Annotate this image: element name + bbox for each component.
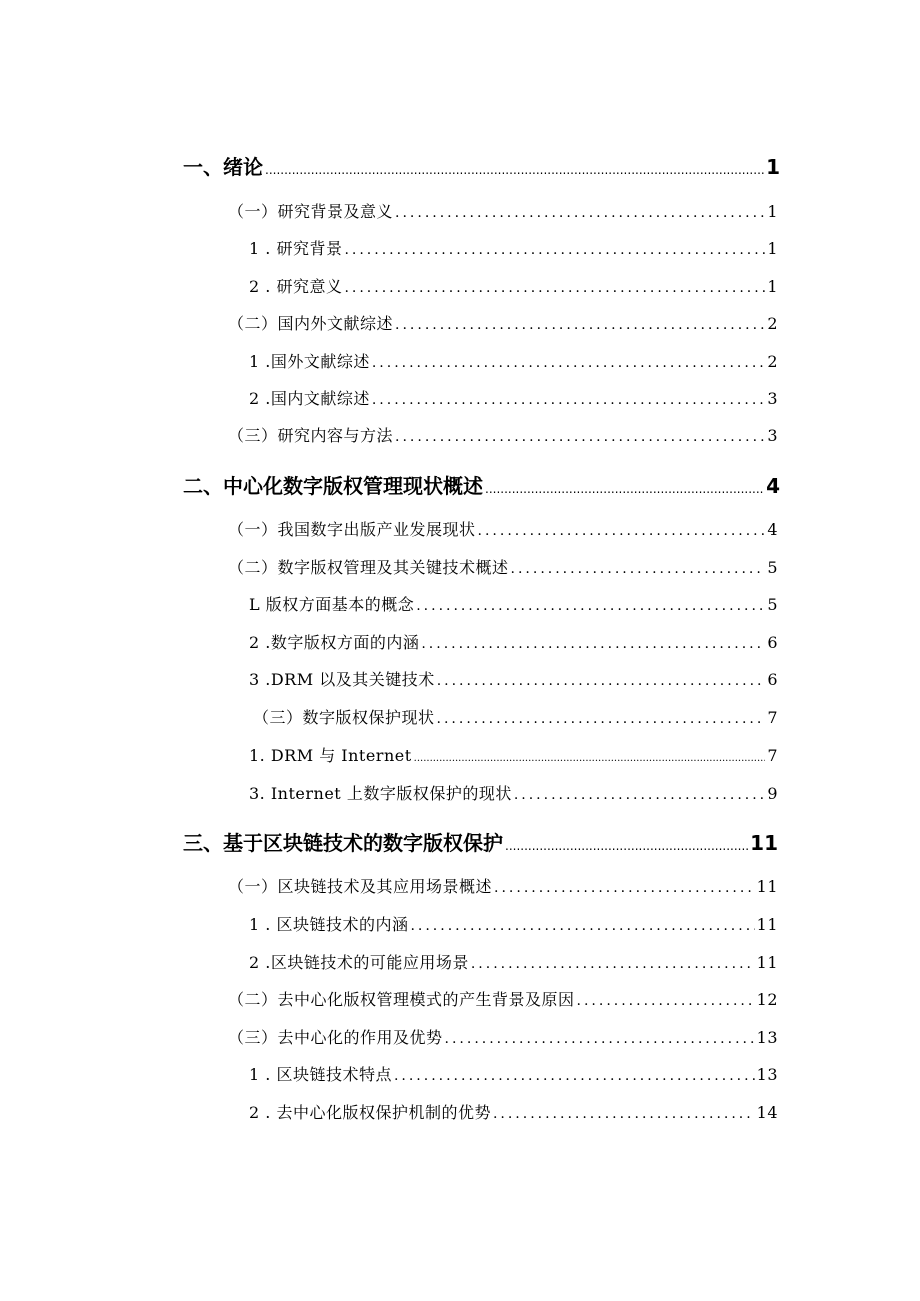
toc-entry-label: 3. Internet 上数字版权保护的现状: [249, 784, 512, 803]
toc-entry-page: 11: [756, 915, 778, 934]
dot-leader: [265, 164, 764, 176]
toc-entry[interactable]: [249, 635, 778, 651]
dot-leader: [414, 754, 766, 764]
dot-leader: [421, 637, 765, 651]
toc-entry-page: 6: [767, 670, 778, 689]
toc-entry[interactable]: [249, 1067, 778, 1083]
toc-entry-label: （二）数字版权管理及其关键技术概述: [228, 558, 509, 577]
toc-entry[interactable]: [228, 560, 778, 576]
toc-entry-page: 11: [756, 953, 778, 972]
toc-entry-page: 1: [767, 277, 778, 296]
dot-leader: [410, 919, 754, 933]
toc-entry-page: 2: [767, 352, 778, 371]
toc-entry-label: 2 . 研究意义: [249, 277, 343, 296]
dot-leader: [485, 483, 764, 495]
toc-entry-page: 1: [766, 155, 780, 179]
toc-entry[interactable]: [249, 672, 778, 688]
toc-entry[interactable]: [249, 955, 778, 971]
dot-leader: [395, 206, 765, 220]
toc-entry[interactable]: [249, 279, 778, 295]
toc-entry-label: 1 . 区块链技术的内涵: [249, 915, 409, 934]
dot-leader: [478, 524, 766, 538]
toc-entry-label: 2 .数字版权方面的内涵: [249, 633, 420, 652]
toc-entry[interactable]: [249, 917, 778, 933]
toc-entry[interactable]: [249, 748, 778, 764]
toc-entry-label: （三）研究内容与方法: [228, 426, 394, 445]
toc-entry-label: 1 . 研究背景: [249, 239, 343, 258]
toc-entry-label: 三、基于区块链技术的数字版权保护: [183, 831, 503, 855]
toc-entry-page: 9: [767, 784, 778, 803]
dot-leader: [344, 281, 765, 295]
toc-entry[interactable]: [228, 428, 778, 444]
toc-entry[interactable]: [249, 354, 778, 370]
toc-entry-label: 1. DRM 与 Internet: [249, 746, 412, 765]
toc-entry-page: 4: [767, 520, 778, 539]
toc-entry-label: 2 .区块链技术的可能应用场景: [249, 953, 469, 972]
toc-entry-label: （一）区块链技术及其应用场景概述: [228, 877, 493, 896]
toc-entry-page: 7: [767, 746, 778, 765]
toc-entry[interactable]: [249, 241, 778, 257]
toc-entry-page: 6: [767, 633, 778, 652]
toc-entry-label: （三）数字版权保护现状: [253, 708, 435, 727]
dot-leader: [511, 562, 766, 576]
dot-leader: [493, 1107, 755, 1121]
toc-entry-page: 11: [756, 877, 778, 896]
toc-entry-page: 1: [767, 239, 778, 258]
toc-entry-page: 13: [756, 1028, 778, 1047]
toc-entry-page: 5: [767, 558, 778, 577]
toc-entry-page: 12: [756, 990, 778, 1009]
toc-entry-page: 1: [767, 202, 778, 221]
toc-entry-label: 2 . 去中心化版权保护机制的优势: [249, 1103, 491, 1122]
toc-entry-label: （一）研究背景及意义: [228, 202, 394, 221]
toc-entry[interactable]: [253, 710, 778, 726]
toc-entry-label: 1 . 区块链技术特点: [249, 1065, 392, 1084]
toc-entry-page: 14: [756, 1103, 778, 1122]
toc-entry-label: 一、绪论: [183, 155, 263, 179]
toc-entry-label: 二、中心化数字版权管理现状概述: [183, 474, 483, 498]
dot-leader: [514, 788, 765, 802]
dot-leader: [494, 881, 755, 895]
toc-entry[interactable]: [249, 786, 778, 802]
toc-entry-page: 7: [767, 708, 778, 727]
toc-entry[interactable]: [228, 204, 778, 220]
toc-entry-label: 2 .国内文献综述: [249, 389, 370, 408]
dot-leader: [437, 712, 766, 726]
toc-entry-label: （一）我国数字出版产业发展现状: [228, 520, 476, 539]
toc-entry[interactable]: [249, 391, 778, 407]
dot-leader: [445, 1032, 755, 1046]
toc-entry[interactable]: [228, 1030, 778, 1046]
dot-leader: [577, 994, 755, 1008]
toc-entry-page: 3: [767, 389, 778, 408]
toc-entry-page: 11: [750, 831, 778, 855]
toc-entry-label: 3 .DRM 以及其关键技术: [249, 670, 435, 689]
toc-entry[interactable]: [183, 833, 778, 853]
toc-entry[interactable]: [228, 316, 778, 332]
toc-entry[interactable]: [183, 157, 780, 177]
toc-entry-page: 13: [756, 1065, 778, 1084]
toc-entry-label: （二）国内外文献综述: [228, 314, 394, 333]
dot-leader: [395, 318, 765, 332]
toc-entry-page: 2: [767, 314, 778, 333]
toc-entry-page: 5: [767, 595, 778, 614]
toc-entry-page: 3: [767, 426, 778, 445]
toc-entry[interactable]: [228, 992, 778, 1008]
dot-leader: [395, 430, 765, 444]
toc-entry-label: 1 .国外文献综述: [249, 352, 370, 371]
toc-entry[interactable]: [249, 597, 778, 613]
toc-entry[interactable]: [249, 1105, 778, 1121]
toc-entry[interactable]: [183, 476, 780, 496]
dot-leader: [471, 957, 755, 971]
dot-leader: [372, 356, 765, 370]
toc-entry-label: （二）去中心化版权管理模式的产生背景及原因: [228, 990, 575, 1009]
dot-leader: [344, 243, 765, 257]
toc-entry-page: 4: [766, 474, 780, 498]
toc-entry-label: L 版权方面基本的概念: [249, 595, 415, 614]
dot-leader: [437, 674, 766, 688]
dot-leader: [416, 599, 765, 613]
dot-leader: [505, 840, 748, 852]
dot-leader: [372, 393, 765, 407]
toc-entry[interactable]: [228, 879, 778, 895]
toc-entry[interactable]: [228, 522, 778, 538]
toc-entry-label: （三）去中心化的作用及优势: [228, 1028, 443, 1047]
dot-leader: [394, 1069, 755, 1083]
